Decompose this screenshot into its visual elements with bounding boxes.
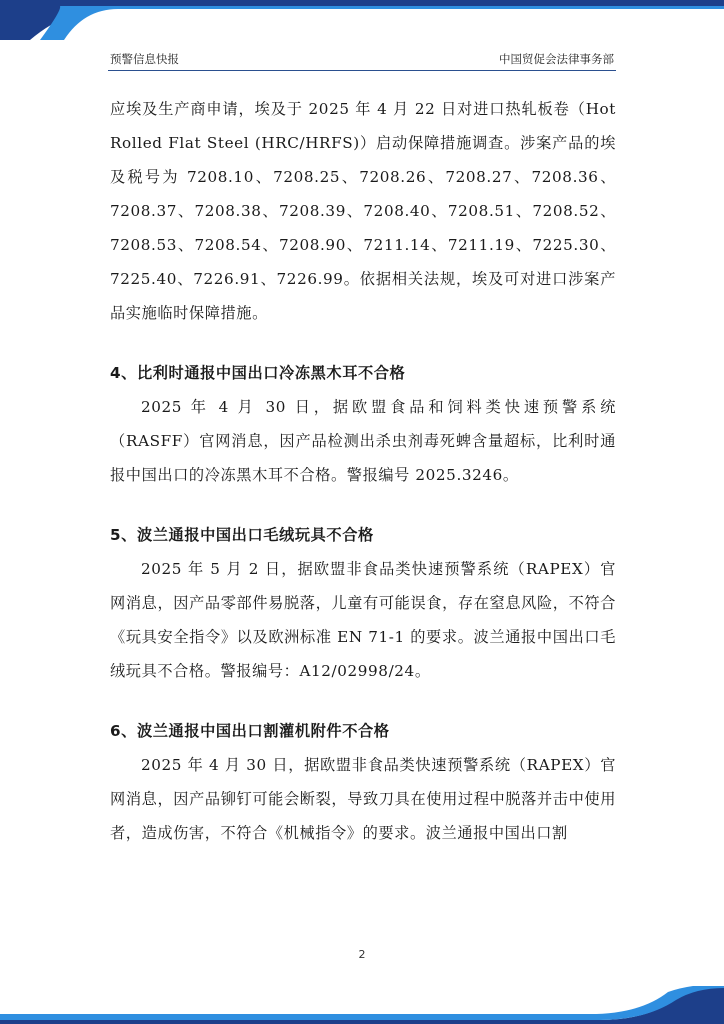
section-paragraph-5: 2025 年 5 月 2 日，据欧盟非食品类快速预警系统（RAPEX）官网消息，因产品零部件易脱落，儿童有可能误食，存在窒息风险，不符合《玩具安全指令》以及欧洲标准 EN 71-1 的要求。波兰通报中国出口毛绒玩具不合格。警报编号：A12/02998/24。 — [110, 560, 616, 680]
section-heading-5: 5、波兰通报中国出口毛绒玩具不合格 — [110, 526, 374, 544]
header-publication-title: 预警信息快报 — [110, 52, 179, 66]
section-heading-4: 4、比利时通报中国出口冷冻黑木耳不合格 — [110, 364, 406, 382]
section-paragraph-4: 2025 年 4 月 30 日，据欧盟食品和饲料类快速预警系统（RASFF）官网消息，因产品检测出杀虫剂毒死蜱含量超标，比利时通报中国出口的冷冻黑木耳不合格。警报编号 2025.3246。 — [110, 398, 616, 484]
bottom-banner-decoration — [0, 986, 724, 1024]
intro-paragraph: 应埃及生产商申请，埃及于 2025 年 4 月 22 日对进口热轧板卷（Hot Rolled Flat Steel (HRC/HRFS)）启动保障措施调查。涉案产品的埃及税号为 7208.10、7208.25、7208.26、7208.27、7208.36、7208.37、7208.38、7208.39、7208.40、7208.51、7208.52、7208.53、7208.54、7208.90、7211.14、7211.19、7225.30、7225.40、7226.91、7226.99。依据相关法规，埃及可对进口涉案产品实施临时保障措施。 — [110, 100, 616, 322]
section-heading-6: 6、波兰通报中国出口割灌机附件不合格 — [110, 722, 390, 740]
header-divider — [108, 70, 616, 71]
top-banner-decoration — [0, 0, 724, 40]
header-department-name: 中国贸促会法律事务部 — [499, 52, 614, 66]
page-number: 2 — [358, 948, 366, 961]
section-paragraph-6: 2025 年 4 月 30 日，据欧盟非食品类快速预警系统（RAPEX）官网消息，因产品铆钉可能会断裂，导致刀具在使用过程中脱落并击中使用者，造成伤害，不符合《机械指令》的要求。波兰通报中国出口割 — [110, 756, 616, 842]
document-body — [110, 92, 616, 850]
